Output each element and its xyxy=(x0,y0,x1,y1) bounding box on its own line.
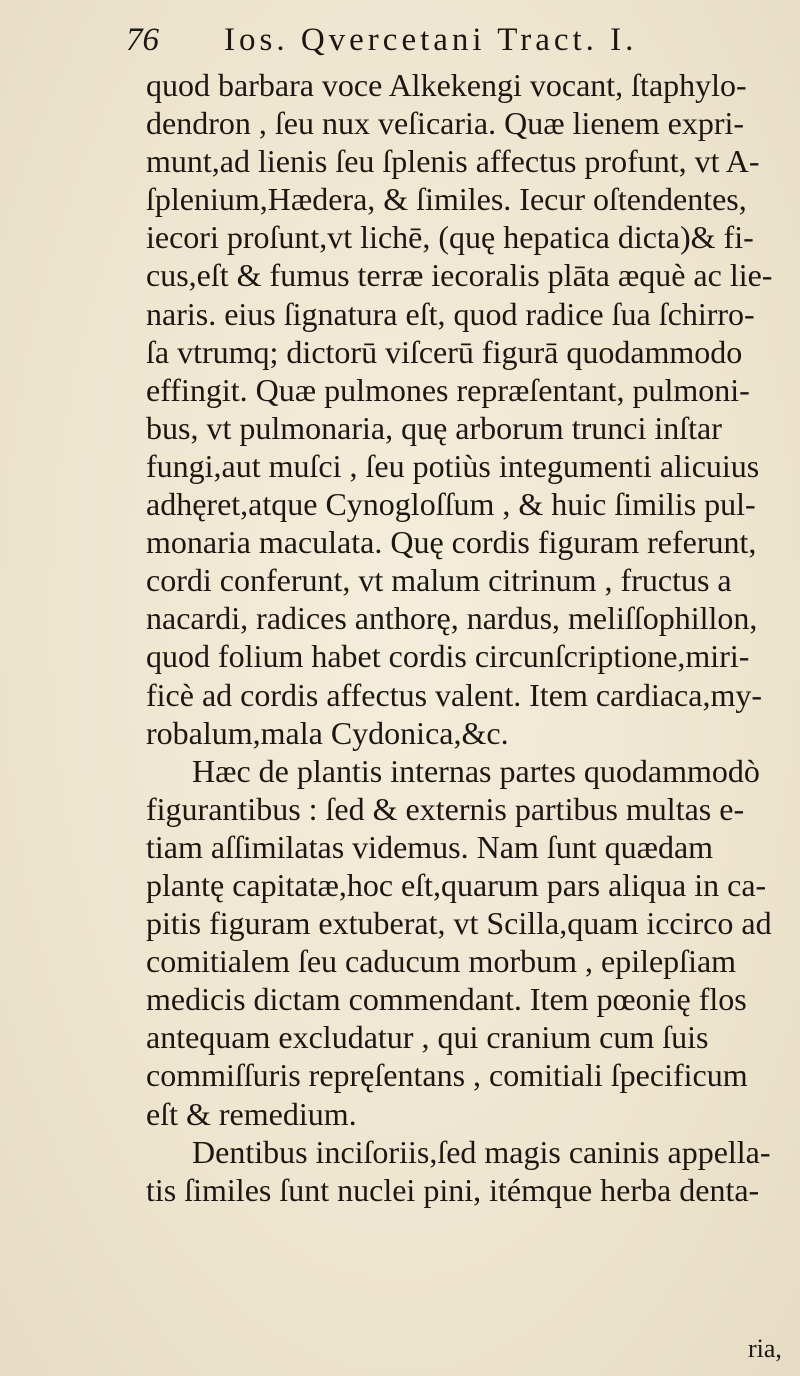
paragraph-start-line: Dentibus inciſoriis,ſed magis caninis appella- xyxy=(192,1133,771,1170)
text-line: cordi conferunt, vt malum citrinum , fructus a xyxy=(146,562,732,599)
text-line: pitis figuram extuberat, vt Scilla,quam iccirco ad xyxy=(146,905,772,942)
catchword: ria, xyxy=(748,1334,782,1363)
text-line: quod barbara voce Alkekengi vocant, ſtaphylo- xyxy=(146,67,747,103)
text-line: medicis dictam commendant. Item pœonię flos xyxy=(146,981,747,1018)
text-line: adhęret,atque Cynogloſſum , & huic ſimilis pul- xyxy=(146,486,756,523)
page-header xyxy=(126,18,786,62)
paragraph-start-line: Hæc de plantis internas partes quodammodò xyxy=(192,752,760,789)
text-line: nacardi, radices anthorę, nardus, meliſſophillon, xyxy=(146,600,758,637)
text-line: plantę capitatæ,hoc eſt,quarum pars aliqua in ca- xyxy=(146,866,767,903)
text-line: effingit. Quæ pulmones repræſentant, pulmoni- xyxy=(146,371,750,408)
text-line: eſt & remedium. xyxy=(146,1095,357,1132)
text-line: ſa vtrumq; dictorū viſcerū figurā quodammodo xyxy=(146,333,743,370)
page-number: 76 xyxy=(126,22,159,58)
text-line: naris. eius ſignatura eſt, quod radice ſua ſchirro- xyxy=(146,295,755,332)
text-line: tis ſimiles ſunt nuclei pini, itémque herba denta- xyxy=(146,1171,760,1208)
text-line: antequam excludatur , qui cranium cum ſuis xyxy=(146,1019,709,1056)
text-line: comitialem ſeu caducum morbum , epilepſiam xyxy=(146,943,737,980)
text-line: munt,ad lienis ſeu ſplenis affectus profunt, vt A- xyxy=(146,143,760,180)
text-line: fungi,aut muſci , ſeu potiùs integumenti alicuius xyxy=(146,447,760,484)
text-line: figurantibus : ſed & externis partibus multas e- xyxy=(146,790,745,827)
text-line: tiam aſſimilatas videmus. Nam ſunt quædam xyxy=(146,828,714,865)
text-line: commiſſuris repręſentans , comitiali ſpecificum xyxy=(146,1057,748,1094)
text-line: cus,eſt & fumus terræ iecoralis plāta æquè ac lie- xyxy=(146,257,773,294)
text-line: ſplenium,Hædera, & ſimiles. Iecur oſtendentes, xyxy=(146,181,747,218)
running-head: Ios. Qvercetani Tract. I. xyxy=(224,22,638,58)
text-line: dendron , ſeu nux veſicaria. Quæ lienem expri- xyxy=(146,105,745,142)
text-line: iecori proſunt,vt lichē, (quę hepatica dicta)& fi- xyxy=(146,219,754,256)
text-line: robalum,mala Cydonica,&c. xyxy=(146,714,509,751)
text-line: monaria maculata. Quę cordis figuram referunt, xyxy=(146,524,757,561)
text-line: bus, vt pulmonaria, quę arborum trunci inſtar xyxy=(146,409,722,446)
text-line: quod folium habet cordis circunſcriptione,miri- xyxy=(146,638,750,675)
text-line: ficè ad cordis affectus valent. Item cardiaca,my- xyxy=(146,676,762,713)
body-text xyxy=(146,66,786,1209)
